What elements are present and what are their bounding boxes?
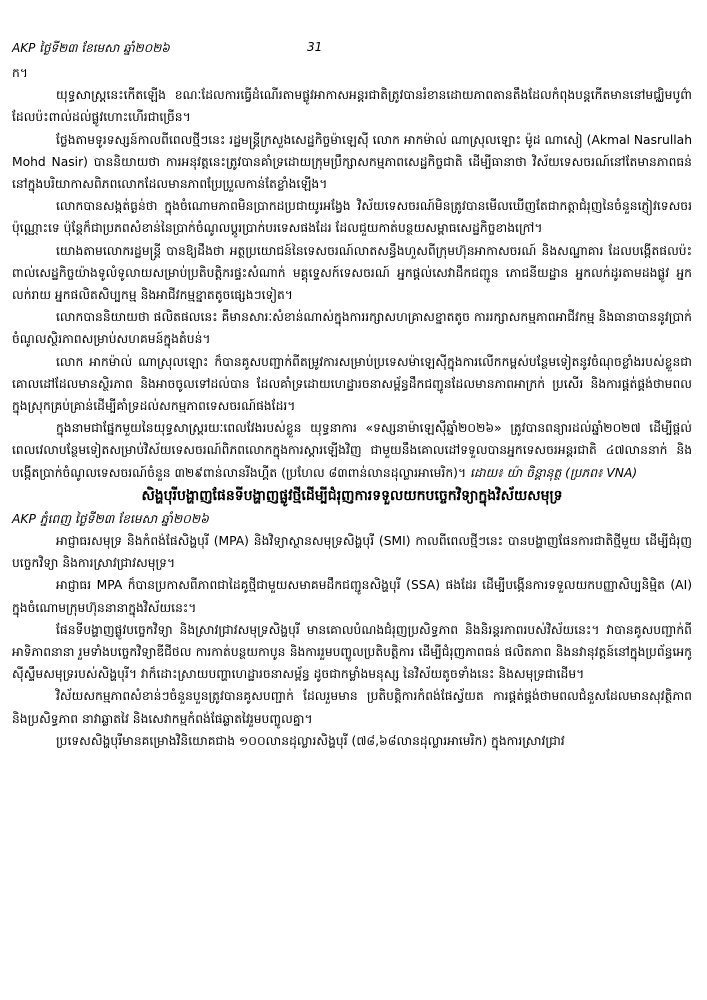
paragraph-text: ក្នុងនាមជាផ្នែកមួយនៃយុទ្ធសាស្ត្ររយៈពេលវែងរបស់ខ្លួន យុទ្ធនាការ «ទស្សនាម៉ាឡេស៊ីឆ្នាំ២០២៦» ត្រូវបានពន្យារដល់ឆ្នាំ២០២៧ ដើម្បីផ្តល់ពេលវេលាបន្ថែមទៀតសម្រាប់វិស័យទេសចរណ៍ពិភពលោកក្នុងការស្តារឡើងវិញ ជាមួយនឹងគោលដៅទទួលបានអ្នកទេសចរអន្តរជាតិ ៤៧លាននាក់ និងបង្កើតប្រាក់ចំណូលទេសចរណ៍ចំនួន ៣២៩ពាន់លានរីងហ្គីត (ប្រហែល ៨៣ពាន់លានដុល្លារអាមេរិក)។ xyxy=(12,421,692,480)
paragraph: ក។ xyxy=(12,66,28,80)
page-header xyxy=(12,40,695,60)
page-number: 31 xyxy=(307,40,323,54)
paragraph: យុទ្ធសាស្ត្រនេះកើតឡើង ខណៈដែលការធ្វើដំណើរតាមផ្លូវអាកាសអន្តរជាតិត្រូវបានរំខានដោយភាពតានតឹងដែលកំពុងបន្តកើតមាននៅមជ្ឈិមបូព៌ា ដែលប៉ះពាល់ដល់ផ្លូវហោះហើរជាច្រើន។ xyxy=(12,88,692,125)
paragraph: យោងតាមលោករដ្ឋមន្ត្រី បានឱ្យដឹងថា អត្ថប្រយោជន៍នៃទេសចរណ៍លាតសន្ធឹងហួសពីក្រុមហ៊ុនអាកាសចរណ៍ និងសណ្ឋាគារ ដែលបង្កើតផលប៉ះពាល់សេដ្ឋកិច្ចយ៉ាងទូលំទូលាយសម្រាប់ប្រតិបត្តិករផ្ទះសំណាក់ មគ្គុទ្ទេសក៍ទេសចរណ៍ អ្នកផ្តល់សេវាដឹកជញ្ជូន ភោជនីយដ្ឋាន អ្នកលក់ដូរតាមដងផ្លូវ អ្នកលក់រាយ អ្នកផលិតសិប្បកម្ម និងអាជីវកម្មខ្នាតតូចផ្សេងៗទៀត។ xyxy=(12,243,692,303)
article-title: សិង្ហបុរីបង្ហាញផែនទីបង្ហាញផ្លូវថ្មីដើម្បីជំរុញការទទួលយកបច្ចេកវិទ្យាក្នុងវិស័យសមុទ្រ xyxy=(141,487,563,504)
paragraph: វិស័យសកម្មភាពសំខាន់ៗចំនួនបួនត្រូវបានគូសបញ្ជាក់ ដែលរួមមាន ប្រតិបត្តិការកំពង់ផែស្វ័យត ការផ្គត់ផ្គង់ថាមពលជំនួសដែលមានសុវត្ថិភាព និងប្រសិទ្ធភាព នាវាឆ្លាតវៃ និងសេវាកម្មកំពង់ផែឆ្លាតវៃរួមបញ្ចូលគ្នា។ xyxy=(12,689,692,726)
paragraph: អាជ្ញាធរ MPA ក៏បានប្រកាសពីភាពជាដៃគូថ្មីជាមួយសមាគមដឹកជញ្ជូនសិង្ហបុរី (SSA) ផងដែរ ដើម្បីបង្កើនការទទួលយកបញ្ញាសិប្បនិម្មិត (AI) ក្នុងចំណោមក្រុមហ៊ុននានាក្នុងវិស័យនេះ។ xyxy=(12,578,692,615)
paragraph: លោកបានសង្កត់ធ្ងន់ថា ក្នុងចំណោមភាពមិនប្រាកដប្រជាយូរអង្វែង វិស័យទេសចរណ៍មិនត្រូវបានមើលឃើញតែជាកត្តាជំរុញនៃចំនួនភ្ញៀវទេសចរប៉ុណ្ណោះទេ ប៉ុន្តែក៏ជាប្រភពសំខាន់នៃប្រាក់ចំណូលប្តូរប្រាក់បរទេសផងដែរ ដែលជួយកាត់បន្ថយសម្ពាធសេដ្ឋកិច្ចខាងក្រៅ។ xyxy=(12,199,692,236)
page-content xyxy=(12,62,692,752)
article-byline: ដោយ៖ យ៉ា ចិន្តានុត្ថ (ប្រភព៖ VNA) xyxy=(469,465,638,480)
article-singapore-maritime xyxy=(12,484,692,752)
paragraph: លោកបាននិយាយថា ផលិតផលនេះ គឺមានសារៈសំខាន់ណាស់ក្នុងការរក្សាសហគ្រាសខ្នាតតូច ការរក្សាសកម្មភាពអាជីវកម្ម និងធានាបាននូវប្រាក់ចំណូលស្ថិរភាពសម្រាប់សហគមន៍ក្នុងតំបន់។ xyxy=(12,310,692,347)
article-malaysia-tourism xyxy=(12,62,692,484)
paragraph: ថ្លែងតាមទូរទស្សន៍កាលពីពេលថ្មីៗនេះ រដ្ឋមន្ត្រីក្រសួងសេដ្ឋកិច្ចម៉ាឡេស៊ី លោក អាកម៉ាល់ ណាស្រុលឡោះ ម៉ូដ ណាសៀ (Akmal Nasrullah Mohd Nasir) បាននិយាយថា ការអនុវត្តនេះត្រូវបានគាំទ្រដោយក្រុមប្រឹក្សាសកម្មភាពសេដ្ឋកិច្ចជាតិ ដើម្បីធានាថា វិស័យទេសចរណ៍នៅតែមានភាពធន់នៅក្នុងបរិយាកាសពិភពលោកដែលមានភាពប្រែប្រួលកាន់តែខ្លាំងឡើង។ xyxy=(12,132,692,192)
paragraph xyxy=(12,417,692,484)
paragraph: ប្រទេសសិង្ហបុរីមានគម្រោងវិនិយោគជាង ១០០លានដុល្លារសិង្ហបុរី (៧៨,៦៨លានដុល្លារអាមេរិក) ក្នុងការស្រាវជ្រាវ xyxy=(56,733,565,748)
header-dateline: AKP ថ្ងៃទី២៣ ខែមេសា ឆ្នាំ២០២៦ xyxy=(12,41,170,55)
paragraph: លោក អាកម៉ាល់ ណាស្រុលឡោះ ក៏បានគូសបញ្ជាក់ពីតម្រូវការសម្រាប់ប្រទេសម៉ាឡេស៊ីក្នុងការលើកកម្ពស់បន្ថែមទៀតនូវចំណុចខ្លាំងរបស់ខ្លួនជាគោលដៅដែលមានស្ថិរភាព និងអាចចូលទៅដល់បាន ដែលគាំទ្រដោយហេដ្ឋារចនាសម្ព័ន្ធដឹកជញ្ជូនដែលមានភាពអាក្រក់ ប្រសើរ និងការផ្គត់ផ្គង់ថាមពលក្នុងស្រុកគ្រប់គ្រាន់ដើម្បីគាំទ្រដល់សកម្មភាពទេសចរណ៍ផងដែរ។ xyxy=(12,354,692,414)
paragraph: អាជ្ញាធរសមុទ្រ និងកំពង់ផែសិង្ហបុរី (MPA) និងវិទ្យាស្ថានសមុទ្រសិង្ហបុរី (SMI) កាលពីពេលថ្មីៗនេះ បានបង្ហាញផែនការជាតិថ្មីមួយ ដើម្បីជំរុញបច្ចេកវិទ្យា និងការស្រាវជ្រាវសមុទ្រ។ xyxy=(12,534,692,571)
article-dateline: AKP ភ្នំពេញ ថ្ងៃទី២៣ ខែមេសា ឆ្នាំ២០២៦ xyxy=(12,511,209,526)
paragraph: ផែនទីបង្ហាញផ្លូវបច្ចេកវិទ្យា និងស្រាវជ្រាវសមុទ្រសិង្ហបុរី មានគោលបំណងជំរុញប្រសិទ្ធភាព និងនិរន្តរភាពរបស់វិស័យនេះ។ វាបានគូសបញ្ជាក់ពីអាទិភាពនានា រួមទាំងបច្ចេកវិទ្យាឌីជីថល ការកាត់បន្ថយកាបូន និងការរួមបញ្ចូលប្រតិបត្តិការ ដើម្បីជំរុញភាពធន់ ផលិតភាព និងនវានុវត្តន៍នៅក្នុងប្រព័ន្ធអេកូស៊ីស្ទឹមសមុទ្ររបស់សិង្ហបុរី។ វាក៏ដោះស្រាយបញ្ហាហេដ្ឋារចនាសម្ព័ន្ធ ដូចជាកម្លាំងមនុស្ស នៃវិស័យតូចទាំងនេះ និងសមុទ្រជាដើម។ xyxy=(12,622,692,682)
